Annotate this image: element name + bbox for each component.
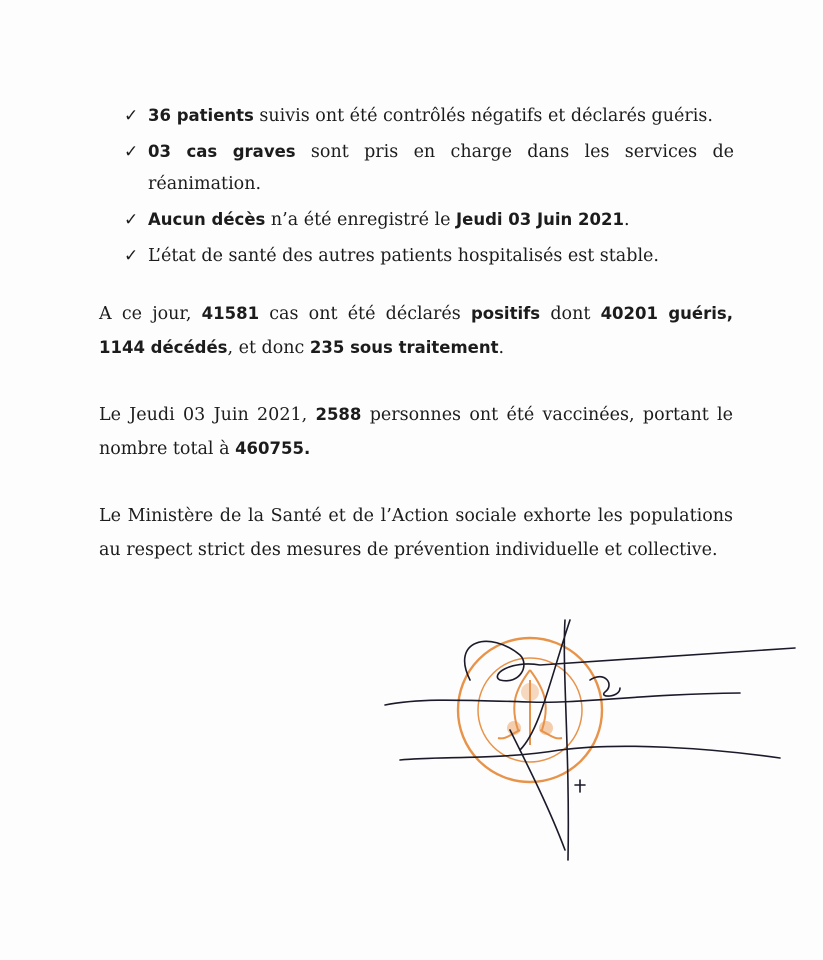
official-stamp — [458, 638, 602, 782]
vaccinated-total: 460755. — [235, 439, 311, 458]
bullet-severe-cases — [124, 136, 734, 200]
summary-text: cas ont été déclarés — [259, 304, 471, 324]
summary-text: . — [498, 338, 505, 358]
check-icon: ✓ — [124, 142, 139, 162]
deaths-total: 1144 décédés — [99, 338, 228, 357]
severe-count: 03 cas graves — [148, 142, 296, 161]
severe-text: sont pris en charge dans les services de réanimation. — [148, 142, 734, 194]
under-treatment-count: 235 sous traitement — [309, 338, 499, 357]
bullet-recovered — [124, 100, 734, 132]
status-bullet-list — [124, 100, 734, 276]
summary-text: A ce jour, — [99, 304, 202, 324]
signature-and-stamp — [380, 610, 810, 870]
no-deaths-label: Aucun décès — [148, 210, 266, 229]
summary-paragraph — [99, 297, 733, 365]
bullet-stable — [124, 240, 734, 272]
recovered-total: 40201 guéris, — [600, 304, 733, 323]
handwritten-signature — [385, 620, 795, 860]
bullet-deaths — [124, 204, 734, 236]
vaccinated-count: 2588 — [315, 405, 362, 424]
positive-label: positifs — [470, 304, 541, 323]
vaccination-paragraph — [99, 398, 733, 466]
vaccination-text: Le Jeudi 03 Juin 2021, — [99, 405, 316, 425]
stable-text: L’état de santé des autres patients hospitalisés est stable. — [148, 246, 659, 266]
deaths-text: n’a été enregistré le — [265, 210, 457, 230]
deaths-text-end: . — [623, 210, 630, 230]
vaccination-text: personnes ont été vaccinées, portant le nombre total à — [99, 405, 733, 459]
check-icon: ✓ — [124, 210, 139, 230]
positive-cases-count: 41581 — [201, 304, 260, 323]
recovered-count: 36 patients — [148, 106, 254, 125]
summary-text: dont — [540, 304, 601, 324]
closing-paragraph: Le Ministère de la Santé et de l’Action sociale exhorte les populations au respect strict des mesures de prévention individuelle et collective. — [99, 506, 733, 560]
check-icon: ✓ — [124, 106, 139, 126]
summary-text: , et donc — [227, 338, 310, 358]
check-icon: ✓ — [124, 246, 139, 266]
recovered-text: suivis ont été contrôlés négatifs et déclarés guéris. — [253, 106, 713, 126]
deaths-date: Jeudi 03 Juin 2021 — [456, 210, 624, 229]
